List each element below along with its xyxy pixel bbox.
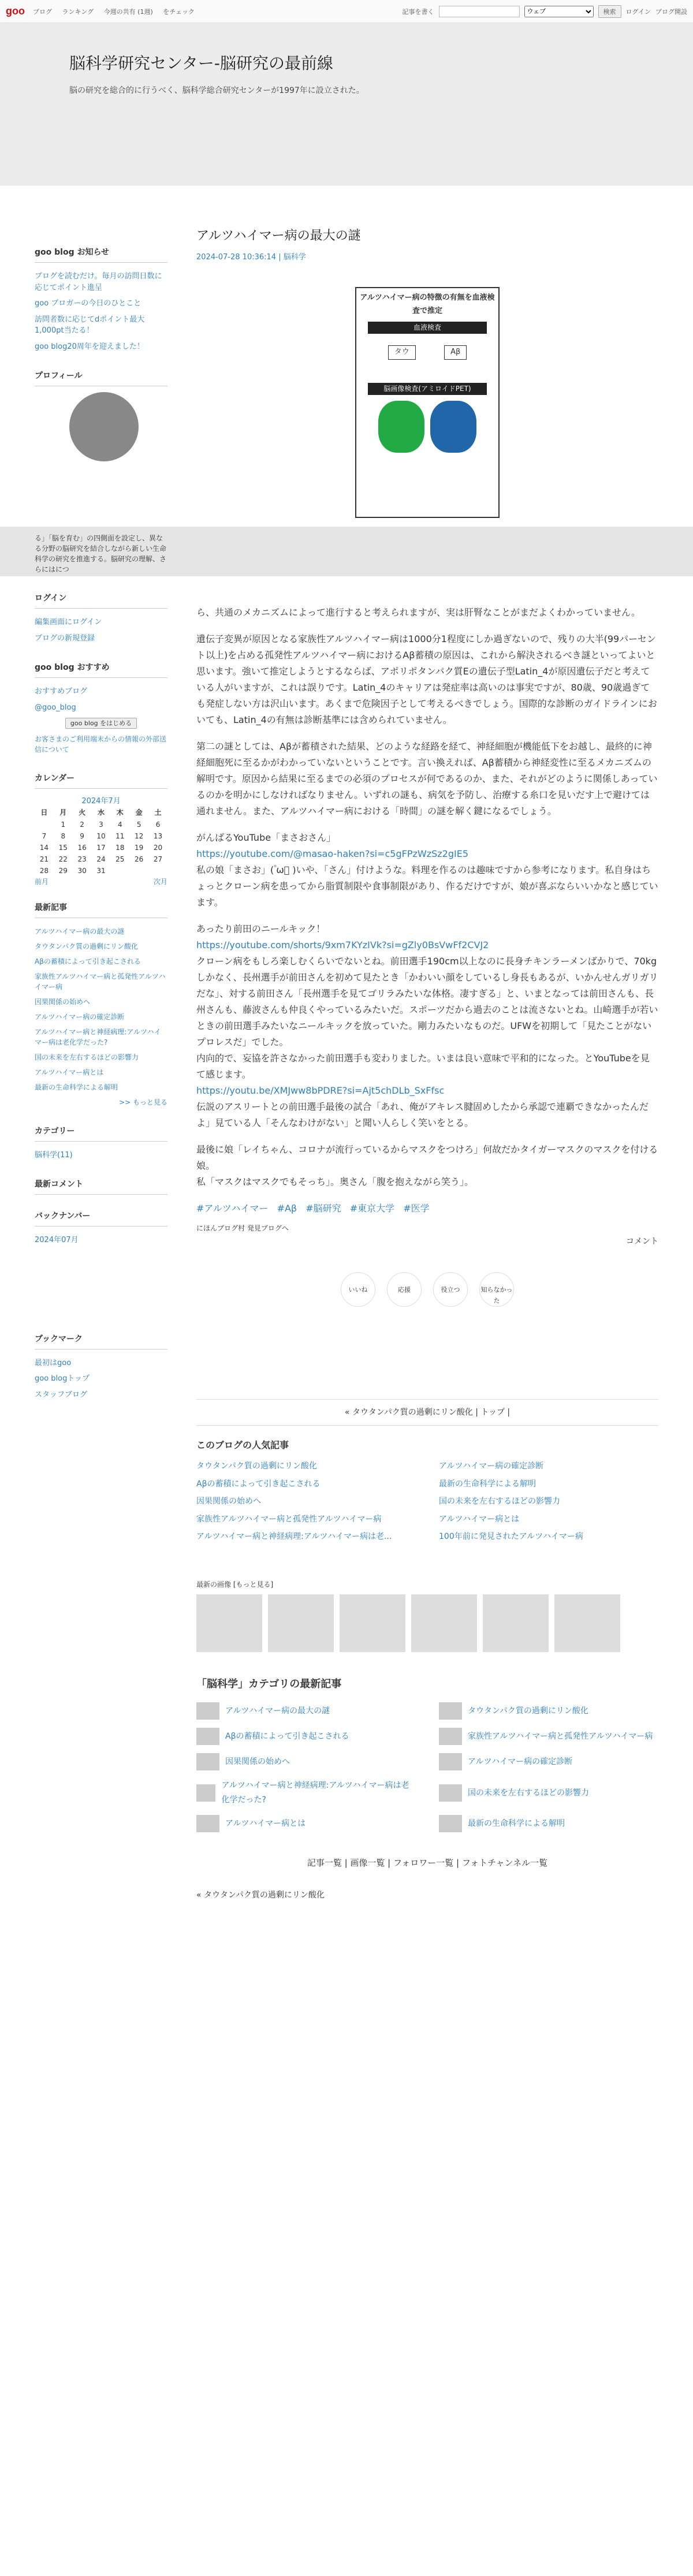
popular-item[interactable]: 国の未来を左右するほどの影響力 [439,1497,560,1507]
youtube-link[interactable]: https://youtu.be/XMJww8bPDRE?si=Ajt5chDLb_SxFfsc [196,1085,445,1097]
tag-link[interactable]: #アルツハイマー [196,1203,269,1214]
profile-text: る」「脳を育む」の四側面を設定し、異なる分野の脳研究を結合しながら新しい生命科学の研究を推進する。脳研究の理解、さらにはにつ [35,534,167,573]
figure-sub: 血液検査 [368,322,487,334]
pet-scan-image [430,401,476,453]
bookmark-link[interactable]: スタッフブログ [35,1390,88,1399]
post-paragraph: クローン病をもしろ楽しむくらいでないとね。前田選手190cm以上なのに長身チキンラーメンばかりで、70kgしかなく、長州選手が前田さんを初めて見たとき「かわいい顔をしているし身長もあるが、いかんせんガリガリだな」、対する前田さん「長州選手を見てゴリラみたいな体格。凄すぎる」と、いまとなっては前田さんも、長州さんも、藤波さんも仲良くやっているみたいだ。スポーツだから過去のことは流さないとね。山崎選手が若いときの前田選手みたいなニールキックを放っていた。剛力みたいなものだ。UFWを初期して「見たことがないプロレスだ」でした。 [196,956,658,1048]
calendar-prev[interactable]: 前月 [35,877,49,886]
youtube-link[interactable]: https://youtube.com/@masao-haken?si=c5gFPzWzSz2gIE5 [196,848,469,860]
figure-title: アルツハイマー病の特徴の有無を血液検査で推定 [360,293,495,315]
top-bar [0,0,693,23]
nav-weekly[interactable]: 今週の共有 (1週) [103,8,153,16]
top-nav [33,7,203,16]
bookmark-link[interactable]: goo blogトップ [35,1374,90,1383]
recent-heading: 最新記事 [35,901,167,918]
footer-links[interactable]: 記事一覧 | 画像一覧 | フォロワー一覧 | フォトチャンネル一覧 [307,1858,548,1869]
search-button[interactable]: 検索 [598,5,621,18]
post-paragraph: 私の娘「まさお」( ゚ω゚ )いや、「さん」付けような。料理を作るのは趣味ですから参考になります。私自身はちょっとクローン病を患ってから脂質制限や食事制限があり、作るだけですが、娘が喜ぶならいいかなと感じています。 [196,864,658,908]
reactions [196,1272,658,1307]
popular-item[interactable]: タウタンパク質の過剰にリン酸化 [196,1462,317,1471]
category-link[interactable]: 脳科学(11) [35,1150,73,1160]
figure-label-abeta: Aβ [444,345,467,360]
open-blog-link[interactable]: ブログ開設 [655,8,687,16]
recommend-link[interactable]: おすすめブログ [35,687,88,696]
category-article[interactable]: 最新の生命科学による解明 [439,1815,658,1832]
image-thumbnails [196,1594,658,1652]
reaction-like[interactable]: いいね [341,1272,375,1307]
twitter-link[interactable]: @goo_blog [35,703,76,712]
recent-item[interactable]: Aβの蓄積によって引き起こされる [35,957,141,965]
post-paragraph: 私「マスクはマスクでもそっち」。奥さん「腹を抱えながら笑う」。 [196,1176,474,1188]
recommend-heading: goo blog おすすめ [35,661,167,678]
search-scope-select[interactable] [524,6,594,17]
nav-ranking[interactable]: ランキング [62,8,94,16]
notice-heading: goo blog お知らせ [35,246,167,263]
thumbnail[interactable] [268,1594,334,1652]
thumbnail[interactable] [340,1594,405,1652]
post-tags [196,1201,658,1217]
recent-item[interactable]: アルツハイマー病の最大の謎 [35,927,125,935]
post-date: 2024-07-28 10:36:14 | 脳科学 [196,252,306,262]
privacy-link[interactable]: お客さまのご利用端末からの情報の外部送信について [35,735,167,754]
notice-item[interactable]: goo ブロガーの今日のひとこと [35,299,141,308]
recent-item[interactable]: 家族性アルツハイマー病と孤発性アルツハイマー病 [35,972,166,991]
category-latest-list [196,1702,658,1832]
post-paragraph: 最後に娘「レイちゃん、コロナが流行っているからマスクをつけろ」何故だかタイガーマスクのマスクを付ける娘。 [196,1144,658,1172]
category-article[interactable]: アルツハイマー病の確定診断 [439,1753,658,1770]
comment-link[interactable]: コメント [626,1237,658,1247]
recent-item[interactable]: アルツハイマー病と神経病理:アルツハイマー病は老化学だった? [35,1027,161,1046]
new-blog-link[interactable]: ブログの新規登録 [35,633,95,643]
recent-item[interactable]: 因果関係の始めへ [35,997,91,1006]
category-article[interactable]: 家族性アルツハイマー病と孤発性アルツハイマー病 [439,1728,658,1745]
notice-item[interactable]: 訪問者数に応じてdポイント最大1,000pt当たる！ [35,315,145,335]
category-article[interactable]: 因果関係の始めへ [196,1753,416,1770]
tag-link[interactable]: #Aβ [277,1203,297,1214]
pet-scan-image [378,401,424,453]
popular-item[interactable]: 家族性アルツハイマー病と孤発性アルツハイマー病 [196,1514,382,1524]
recent-item[interactable]: 国の未来を左右するほどの影響力 [35,1053,139,1061]
backnumber-heading: バックナンバー [35,1210,167,1227]
bookmark-heading: ブックマーク [35,1333,167,1349]
popular-item[interactable]: アルツハイマー病の確定診断 [439,1462,544,1471]
recent-item[interactable]: アルツハイマー病とは [35,1068,104,1076]
figure-label-tau: タウ [388,345,416,360]
reaction-support[interactable]: 応援 [387,1272,422,1307]
goo-logo[interactable]: goo [6,5,25,17]
post-nav[interactable]: « タウタンパク質の過剰にリン酸化 | トップ | [196,1399,658,1426]
search-input[interactable] [439,6,520,17]
category-heading: カテゴリー [35,1125,167,1142]
backnumber-link[interactable]: 2024年07月 [35,1236,79,1244]
thumbnail[interactable] [196,1594,262,1652]
post-title[interactable]: アルツハイマー病の最大の謎 [196,229,361,243]
post-paragraph: 遺伝子変異が原因となる家族性アルツハイマー病は1000分1程度にしか過ぎないので、残りの大半(99パーセント以上)を占める孤発性アルツハイマー病におけるAβ蓄積の原因は、これから解決されるべき謎といってよいと思います。強いて推定しようとするならば、アポリポタンパク質Eの遺伝子型Latin_4が原因遺伝子だと考えている人がいますが、これは誤りです。Latin_4のキャリアは発症率は高いのは事実ですが、80歳、90歳過ぎても発症しない方は沢山います。あくまで危険因子として考えるべきでしょう。国際的な診断のガイドラインにおいても、Latin_4の有無は診断基準には含められていません。 [196,633,657,726]
reaction-useful[interactable]: 役立つ [433,1272,468,1307]
figure-bottom: 脳画像検査(アミロイドPET) [368,383,487,395]
post-paragraph: 第二の謎としては、Aβが蓄積された結果、どのような経路を経て、神経細胞が機能低下をお越し、最終的に神経細胞死に至るかがわかっていないということです。言い換えれば、Aβ蓄積から神経変性に至るメカニズムの解明です。原因から結果に至るまでの必須のプロセスが何であるのか、また、それがどのように関係しあっているのかを明かにしなければなりません。いずれの謎も、病気を予防し、治療する糸口を見いだす上で避けては通れません。また、アルツハイマー病における「時間」の謎を解く鍵になるでしょう。 [196,741,658,817]
thumbnail[interactable] [411,1594,477,1652]
category-latest-heading: 「脳科学」カテゴリの最新記事 [196,1677,342,1690]
post-paragraph: 伝説のアスリートとの前田選手最後の試合「あれ、俺がアキレス腱固めしたから承認で連覇できなかったんだよ」見ている人「そんなわけがない」と聞い人らしく笑いをとる。 [196,1101,649,1129]
site-description: 脳の研究を総合的に行うべく、脳科学総合研究センターが1997年に設立された。 [69,86,364,95]
notice-item[interactable]: goo blog20周年を迎えました！ [35,342,144,351]
post-paragraph: あったり前田のニールキック！ [196,923,326,935]
site-title[interactable]: 脳科学研究センター-脳研究の最前線 [69,54,333,73]
popular-item[interactable]: Aβの蓄積によって引き起こされる [196,1479,321,1489]
more-link[interactable]: >> もっと見る [119,1098,167,1106]
profile-heading: プロフィール [35,370,167,386]
site-header [0,23,693,186]
popular-list [196,1459,658,1544]
category-article[interactable]: 国の未来を左右するほどの影響力 [439,1779,658,1807]
tag-link[interactable]: #脳研究 [305,1203,341,1214]
recent-item[interactable]: 最新の生命科学による解明 [35,1083,118,1091]
comments-heading: 最新コメント [35,1178,167,1195]
popular-item[interactable]: 100年前に発見されたアルツハイマー病 [439,1532,583,1542]
popular-item[interactable]: アルツハイマー病と神経病理:アルツハイマー病は老... [196,1532,392,1542]
thumbnail[interactable] [554,1594,620,1652]
calendar-next[interactable]: 次月 [153,877,167,886]
post-figure [355,287,500,518]
edit-login-link[interactable]: 編集画面にログイン [35,618,102,627]
calendar-heading: カレンダー [35,772,167,789]
avatar [69,392,139,461]
popular-item[interactable]: 因果関係の始めへ [196,1497,261,1507]
notice-item[interactable]: ブログを読むだけ。毎月の訪問日数に応じてポイント進呈 [35,272,162,292]
login-heading: ログイン [35,592,167,609]
popular-heading: このブログの人気記事 [196,1440,289,1451]
bookmark-link[interactable]: 最初はgoo [35,1358,72,1367]
category-article[interactable]: アルツハイマー病とは [196,1815,416,1832]
images-heading[interactable]: 最新の画像 [もっと見る] [196,1580,274,1589]
recent-item[interactable]: アルツハイマー病の確定診断 [35,1012,125,1021]
category-article[interactable]: Aβの蓄積によって引き起こされる [196,1728,416,1745]
footer-nav[interactable]: « タウタンパク質の過剰にリン酸化 [196,1890,325,1900]
recent-item[interactable]: タウタンパク質の過剰にリン酸化 [35,942,139,950]
nav-blog[interactable]: ブログ [33,8,52,16]
post-paragraph: 内向的で、妄協を許さなかった前田選手も変わりました。いまは良い意味で平和的になった。とYouTubeを見て感じます。 [196,1053,650,1080]
tag-link[interactable]: #東京大学 [349,1203,395,1214]
category-article[interactable]: アルツハイマー病の最大の謎 [196,1702,416,1720]
tag-link[interactable]: #医学 [403,1203,430,1214]
calendar-month: 2024年7月 [81,796,121,806]
calendar: 日 月 火 水 木 金 土 1 2 3 4 5 6 7 8 9 10 11 12 13 14 15 16 17 18 19 20 21 22 23 24 25 26 27 28 29 30 31 [39,808,163,875]
start-blog-button[interactable]: goo blog をはじめる [65,718,137,729]
thumbnail[interactable] [483,1594,549,1652]
popular-item[interactable]: 最新の生命科学による解明 [439,1479,536,1489]
ranking-label[interactable]: にほんブログ村 発見ブログへ [196,1224,289,1233]
youtube-link[interactable]: https://youtube.com/shorts/9xm7KYzIVk?si=gZly0BsVwFf2CVJ2 [196,940,489,951]
reaction-new[interactable]: 知らなかった [479,1272,514,1307]
write-post-link[interactable]: 記事を書く [402,8,434,16]
popular-item[interactable]: アルツハイマー病とは [439,1514,520,1524]
post-paragraph: がんばるYouTube「まさおさん」 [196,832,336,844]
main-content [196,225,658,1902]
nav-check[interactable]: をチェック [163,8,195,16]
sidebar [35,231,167,1403]
category-article[interactable]: アルツハイマー病と神経病理:アルツハイマー病は老化学だった? [196,1779,416,1807]
login-link[interactable]: ログイン [625,8,651,16]
category-article[interactable]: タウタンパク質の過剰にリン酸化 [439,1702,658,1720]
post-paragraph: ら、共通のメカニズムによって進行すると考えられますが、実は肝腎なことがまだよくわかっていません。 [196,607,640,618]
